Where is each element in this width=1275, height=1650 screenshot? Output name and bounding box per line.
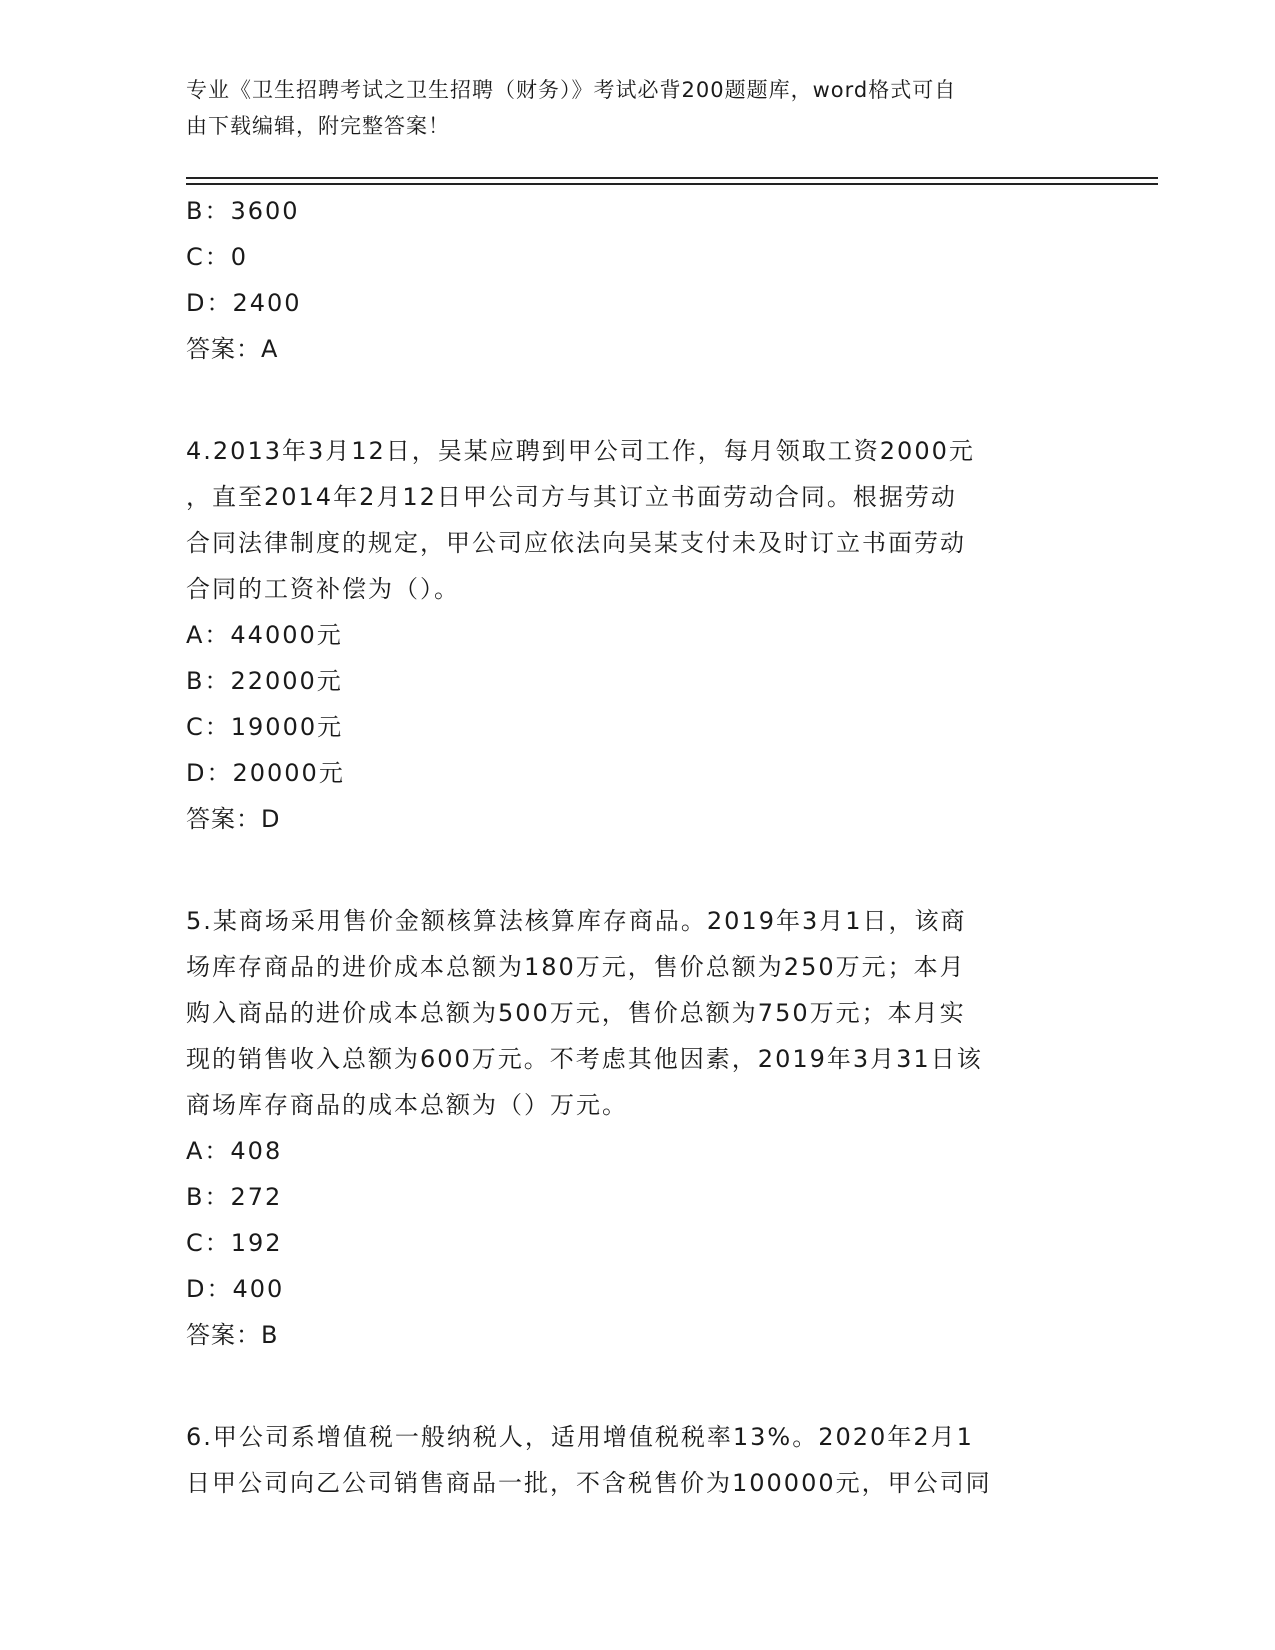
option-a: A：44000元 [186,621,343,649]
option-c: C：192 [186,1229,283,1257]
header-divider-top [186,177,1158,179]
question-text-line: 合同法律制度的规定，甲公司应依法向吴某支付未及时订立书面劳动 [186,529,966,557]
question-text-line: 合同的工资补偿为（）。 [186,575,460,603]
question-text-line: 6.甲公司系增值税一般纳税人，适用增值税税率13%。2020年2月1 [186,1423,974,1451]
option-d: D：2400 [186,289,302,317]
option-c: C：19000元 [186,713,344,741]
question-5 [186,898,1086,1358]
question-6 [186,1414,1086,1506]
header-divider-bottom [186,183,1158,185]
option-b: B：22000元 [186,667,343,695]
question-text-line: 购入商品的进价成本总额为500万元，售价总额为750万元；本月实 [186,999,966,1027]
option-b: B：3600 [186,197,300,225]
answer-line: 答案：B [186,1321,279,1349]
header-line-1: 专业《卫生招聘考试之卫生招聘（财务）》考试必背200题题库，word格式可自 [186,78,957,102]
question-text-line: ，直至2014年2月12日甲公司方与其订立书面劳动合同。根据劳动 [186,483,957,511]
document-header [186,72,1066,144]
option-b: B：272 [186,1183,283,1211]
question-text-line: 4.2013年3月12日，吴某应聘到甲公司工作，每月领取工资2000元 [186,437,975,465]
option-a: A：408 [186,1137,283,1165]
option-c: C：0 [186,243,249,271]
question-4 [186,428,1086,842]
option-d: D：400 [186,1275,285,1303]
question-text-line: 现的销售收入总额为600万元。不考虑其他因素，2019年3月31日该 [186,1045,983,1073]
question-text-line: 商场库存商品的成本总额为（）万元。 [186,1091,628,1119]
question-3-tail [186,188,1086,372]
question-text-line: 场库存商品的进价成本总额为180万元，售价总额为250万元；本月 [186,953,966,981]
header-line-2: 由下载编辑，附完整答案！ [186,114,450,138]
document-body [186,188,1086,1506]
answer-line: 答案：A [186,335,279,363]
question-text-line: 5.某商场采用售价金额核算法核算库存商品。2019年3月1日，该商 [186,907,967,935]
answer-line: 答案：D [186,805,281,833]
option-d: D：20000元 [186,759,345,787]
question-text-line: 日甲公司向乙公司销售商品一批，不含税售价为100000元，甲公司同 [186,1469,992,1497]
